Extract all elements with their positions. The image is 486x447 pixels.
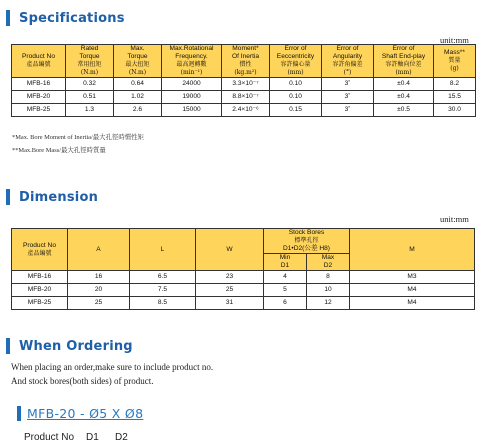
- spec-header-row: [12, 45, 476, 78]
- table-cell: 0.32: [66, 78, 114, 91]
- dim-header-cell: Min D1: [264, 254, 307, 271]
- table-cell: M3: [350, 271, 475, 284]
- table-cell: 3˚: [322, 78, 374, 91]
- table-cell: MFB-25: [12, 297, 68, 310]
- table-cell: 0.10: [270, 78, 322, 91]
- table-cell: MFB-20: [12, 91, 66, 104]
- table-cell: 3˚: [322, 91, 374, 104]
- ordering-heading: [6, 338, 133, 354]
- dim-header-cell: Product No 產品編號: [12, 229, 68, 271]
- spec-footnote: *Max. Bore Moment of Inertia/最大孔徑時慣性矩: [12, 134, 144, 141]
- section-marker-bar: [6, 10, 10, 26]
- table-cell: 7.5: [130, 284, 196, 297]
- dimension-heading: [6, 189, 98, 205]
- table-cell: 8.8×10⁻⁷: [222, 91, 270, 104]
- table-cell: M4: [350, 284, 475, 297]
- table-cell: 3˚: [322, 104, 374, 117]
- table-cell: 4: [264, 271, 307, 284]
- table-cell: 30.0: [434, 104, 476, 117]
- table-cell: 15000: [162, 104, 222, 117]
- spec-footnote: **Max.Bore Mass/最大孔徑時質量: [12, 147, 106, 154]
- spec-header-cell: Mass** 質量 (g): [434, 45, 476, 78]
- table-cell: 2.6: [114, 104, 162, 117]
- spec-unit-label: unit:mm: [440, 35, 469, 45]
- table-cell: 5: [264, 284, 307, 297]
- table-cell: 6: [264, 297, 307, 310]
- section-marker-bar: [6, 189, 10, 205]
- part-label-d1: D1: [86, 432, 99, 443]
- specifications-heading: [6, 10, 125, 26]
- spec-header-cell: Rated Torque 常用扭矩 (N.m): [66, 45, 114, 78]
- table-cell: 1.3: [66, 104, 114, 117]
- table-row: [12, 284, 475, 297]
- section-marker-bar: [17, 406, 21, 421]
- table-cell: MFB-20: [12, 284, 68, 297]
- table-cell: 25: [68, 297, 130, 310]
- dim-header-row: [12, 229, 475, 254]
- specifications-table: [11, 44, 476, 117]
- table-cell: M4: [350, 297, 475, 310]
- dim-header-cell: A: [68, 229, 130, 271]
- table-cell: MFB-25: [12, 104, 66, 117]
- part-label-d2: D2: [115, 432, 128, 443]
- dim-header-cell: M: [350, 229, 475, 271]
- order-example: [17, 405, 143, 421]
- spec-header-cell: Product No 產品編號: [12, 45, 66, 78]
- ordering-instruction: And stock bores(both sides) of product.: [11, 376, 154, 386]
- spec-header-cell: Error of Angularity 容許角偏差 (°): [322, 45, 374, 78]
- table-cell: 31: [196, 297, 264, 310]
- specifications-title: Specifications: [19, 10, 125, 26]
- table-cell: 8.2: [434, 78, 476, 91]
- table-row: [12, 297, 475, 310]
- dim-header-cell: Max D2: [307, 254, 350, 271]
- ordering-title: When Ordering: [19, 338, 133, 354]
- table-cell: 25: [196, 284, 264, 297]
- dim-unit-label: unit:mm: [440, 214, 469, 224]
- part-label-product-no: Product No: [24, 432, 75, 443]
- section-marker-bar: [6, 338, 10, 354]
- table-cell: 20: [68, 284, 130, 297]
- spec-header-cell: Error of Eeccentricity 容許偏心量 (mm): [270, 45, 322, 78]
- table-cell: 23: [196, 271, 264, 284]
- table-row: [12, 91, 476, 104]
- table-cell: ±0.5: [374, 104, 434, 117]
- table-cell: 10: [307, 284, 350, 297]
- table-cell: MFB-16: [12, 78, 66, 91]
- table-cell: 12: [307, 297, 350, 310]
- table-cell: MFB-16: [12, 271, 68, 284]
- dim-header-cell: L: [130, 229, 196, 271]
- table-cell: 1.02: [114, 91, 162, 104]
- table-cell: 8.5: [130, 297, 196, 310]
- table-cell: 8: [307, 271, 350, 284]
- table-cell: 16: [68, 271, 130, 284]
- table-cell: 6.5: [130, 271, 196, 284]
- table-cell: ±0.4: [374, 91, 434, 104]
- dimension-title: Dimension: [19, 189, 99, 205]
- order-example-code: MFB-20 - Ø5 X Ø8: [27, 405, 144, 421]
- table-cell: 15.5: [434, 91, 476, 104]
- table-cell: 0.51: [66, 91, 114, 104]
- spec-header-cell: Max.Rotational Frequency. 最高迴轉數 (min⁻¹): [162, 45, 222, 78]
- ordering-instruction: When placing an order,make sure to include product no.: [11, 362, 214, 372]
- dimension-table: [11, 228, 475, 310]
- table-row: [12, 78, 476, 91]
- table-row: [12, 104, 476, 117]
- spec-header-cell: Error of Shaft End-play 容許軸向位差 (mm): [374, 45, 434, 78]
- spec-header-cell: Max. Torque 最大扭矩 (N.m): [114, 45, 162, 78]
- spec-header-cell: Moment* Of Inertia 慣性 (kg.m²): [222, 45, 270, 78]
- dim-header-cell: W: [196, 229, 264, 271]
- table-cell: 19000: [162, 91, 222, 104]
- table-cell: 0.15: [270, 104, 322, 117]
- table-cell: ±0.4: [374, 78, 434, 91]
- table-cell: 0.10: [270, 91, 322, 104]
- table-row: [12, 271, 475, 284]
- table-cell: 2.4×10⁻⁶: [222, 104, 270, 117]
- table-cell: 0.64: [114, 78, 162, 91]
- table-cell: 24000: [162, 78, 222, 91]
- table-cell: 3.3×10⁻⁷: [222, 78, 270, 91]
- dim-header-cell: Stock Bores 標準孔徑 D1•D2(公差 H8): [264, 229, 350, 254]
